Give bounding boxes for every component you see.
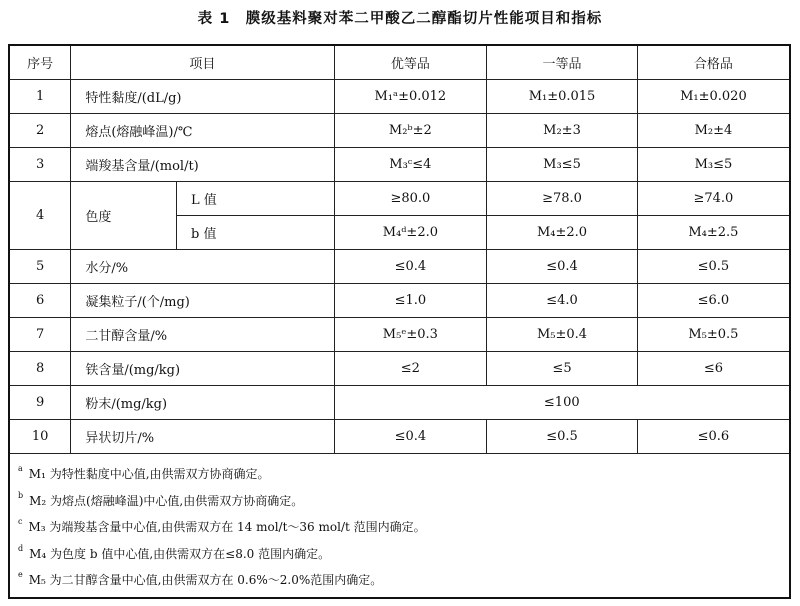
table-row (9, 420, 790, 454)
row-value-qualified: M₁±0.020 (637, 80, 790, 114)
row-item: 色度 (71, 182, 177, 250)
row-seq: 3 (9, 148, 71, 182)
notes-row (9, 454, 790, 598)
footnote-text: M₅ 为二甘醇含量中心值,由供需双方在 0.6%～2.0%范围内确定。 (28, 573, 383, 588)
row-value-qualified: M₄±2.5 (637, 216, 790, 250)
row-item: 凝集粒子/(个/mg) (71, 284, 334, 318)
footnote-d (18, 538, 789, 565)
row-item: 水分/% (71, 250, 334, 284)
color-b-label: b 值 (177, 216, 335, 250)
row-value-superior: M₂ᵇ±2 (334, 114, 487, 148)
color-l-label: L 值 (177, 182, 335, 216)
footnote-e (18, 564, 789, 591)
header-grade-first: 一等品 (487, 45, 638, 80)
row-item: 端羧基含量/(mol/t) (71, 148, 334, 182)
row-seq: 5 (9, 250, 71, 284)
footnote-text: M₃ 为端羧基含量中心值,由供需双方在 14 mol/t～36 mol/t 范围内确定。 (28, 520, 426, 535)
row-value-first: ≤0.5 (487, 420, 638, 454)
footnote-text: M₄ 为色度 b 值中心值,由供需双方在≤8.0 范围内确定。 (29, 546, 331, 561)
footnote-mark: c (18, 517, 23, 527)
footnote-mark: a (18, 464, 23, 473)
row-value-qualified: M₃≤5 (637, 148, 790, 182)
row-value-first: M₁±0.015 (487, 80, 638, 114)
table-row-color-l (9, 182, 790, 216)
row-value-qualified: ≥74.0 (637, 182, 790, 216)
row-value-superior: M₄ᵈ±2.0 (334, 216, 487, 250)
table-row (9, 250, 790, 284)
footnote-a (18, 458, 789, 485)
table-row (9, 148, 790, 182)
row-value-superior: ≥80.0 (334, 182, 487, 216)
row-value-first: M₂±3 (487, 114, 638, 148)
row-value-first: ≤0.4 (487, 250, 638, 284)
row-value-superior: M₁ᵃ±0.012 (334, 80, 487, 114)
footnote-mark: b (18, 490, 24, 500)
table-row (9, 80, 790, 114)
row-item: 异状切片/% (71, 420, 334, 454)
table-row (9, 114, 790, 148)
row-item: 粉末/(mg/kg) (71, 386, 334, 420)
header-row (9, 45, 790, 80)
row-seq: 9 (9, 386, 71, 420)
row-value-superior: M₅ᵉ±0.3 (334, 318, 487, 352)
row-value-qualified: ≤6.0 (637, 284, 790, 318)
table-caption: 表 1 膜级基料聚对苯二甲酸乙二醇酯切片性能项目和指标 (197, 11, 603, 27)
row-item: 熔点(熔融峰温)/℃ (71, 114, 334, 148)
row-seq: 1 (9, 80, 71, 114)
footnote-b (18, 485, 789, 512)
row-value-qualified: ≤0.6 (637, 420, 790, 454)
row-value-all-grades: ≤100 (334, 386, 790, 420)
row-value-superior: ≤2 (334, 352, 487, 386)
row-value-qualified: M₅±0.5 (637, 318, 790, 352)
table-row (9, 284, 790, 318)
row-seq: 10 (9, 420, 71, 454)
row-item: 二甘醇含量/% (71, 318, 334, 352)
row-value-qualified: ≤6 (637, 352, 790, 386)
row-value-first: M₅±0.4 (487, 318, 638, 352)
row-item: 特性黏度/(dL/g) (71, 80, 334, 114)
footnote-mark: e (18, 570, 23, 580)
table-row (9, 352, 790, 386)
row-value-first: ≥78.0 (487, 182, 638, 216)
row-value-first: M₃≤5 (487, 148, 638, 182)
footnote-text: M₂ 为熔点(熔融峰温)中心值,由供需双方协商确定。 (29, 493, 304, 508)
header-grade-qualified: 合格品 (637, 45, 790, 80)
row-value-first: ≤4.0 (487, 284, 638, 318)
row-value-qualified: ≤0.5 (637, 250, 790, 284)
row-item: 铁含量/(mg/kg) (71, 352, 334, 386)
row-seq: 6 (9, 284, 71, 318)
header-seq: 序号 (9, 45, 71, 80)
row-seq: 7 (9, 318, 71, 352)
row-value-superior: ≤0.4 (334, 250, 487, 284)
footnotes (9, 454, 790, 598)
header-item: 项目 (71, 45, 334, 80)
row-value-superior: ≤1.0 (334, 284, 487, 318)
row-value-first: ≤5 (487, 352, 638, 386)
row-seq: 8 (9, 352, 71, 386)
table-row (9, 318, 790, 352)
header-grade-superior: 优等品 (334, 45, 487, 80)
footnote-mark: d (18, 543, 24, 553)
footnote-text: M₁ 为特性黏度中心值,由供需双方协商确定。 (28, 467, 270, 481)
row-seq: 2 (9, 114, 71, 148)
specification-table (8, 44, 791, 599)
row-value-superior: M₃ᶜ≤4 (334, 148, 487, 182)
row-seq: 4 (9, 182, 71, 250)
row-value-superior: ≤0.4 (334, 420, 487, 454)
footnote-c (18, 511, 789, 538)
row-value-first: M₄±2.0 (487, 216, 638, 250)
table-row-powder (9, 386, 790, 420)
row-value-qualified: M₂±4 (637, 114, 790, 148)
